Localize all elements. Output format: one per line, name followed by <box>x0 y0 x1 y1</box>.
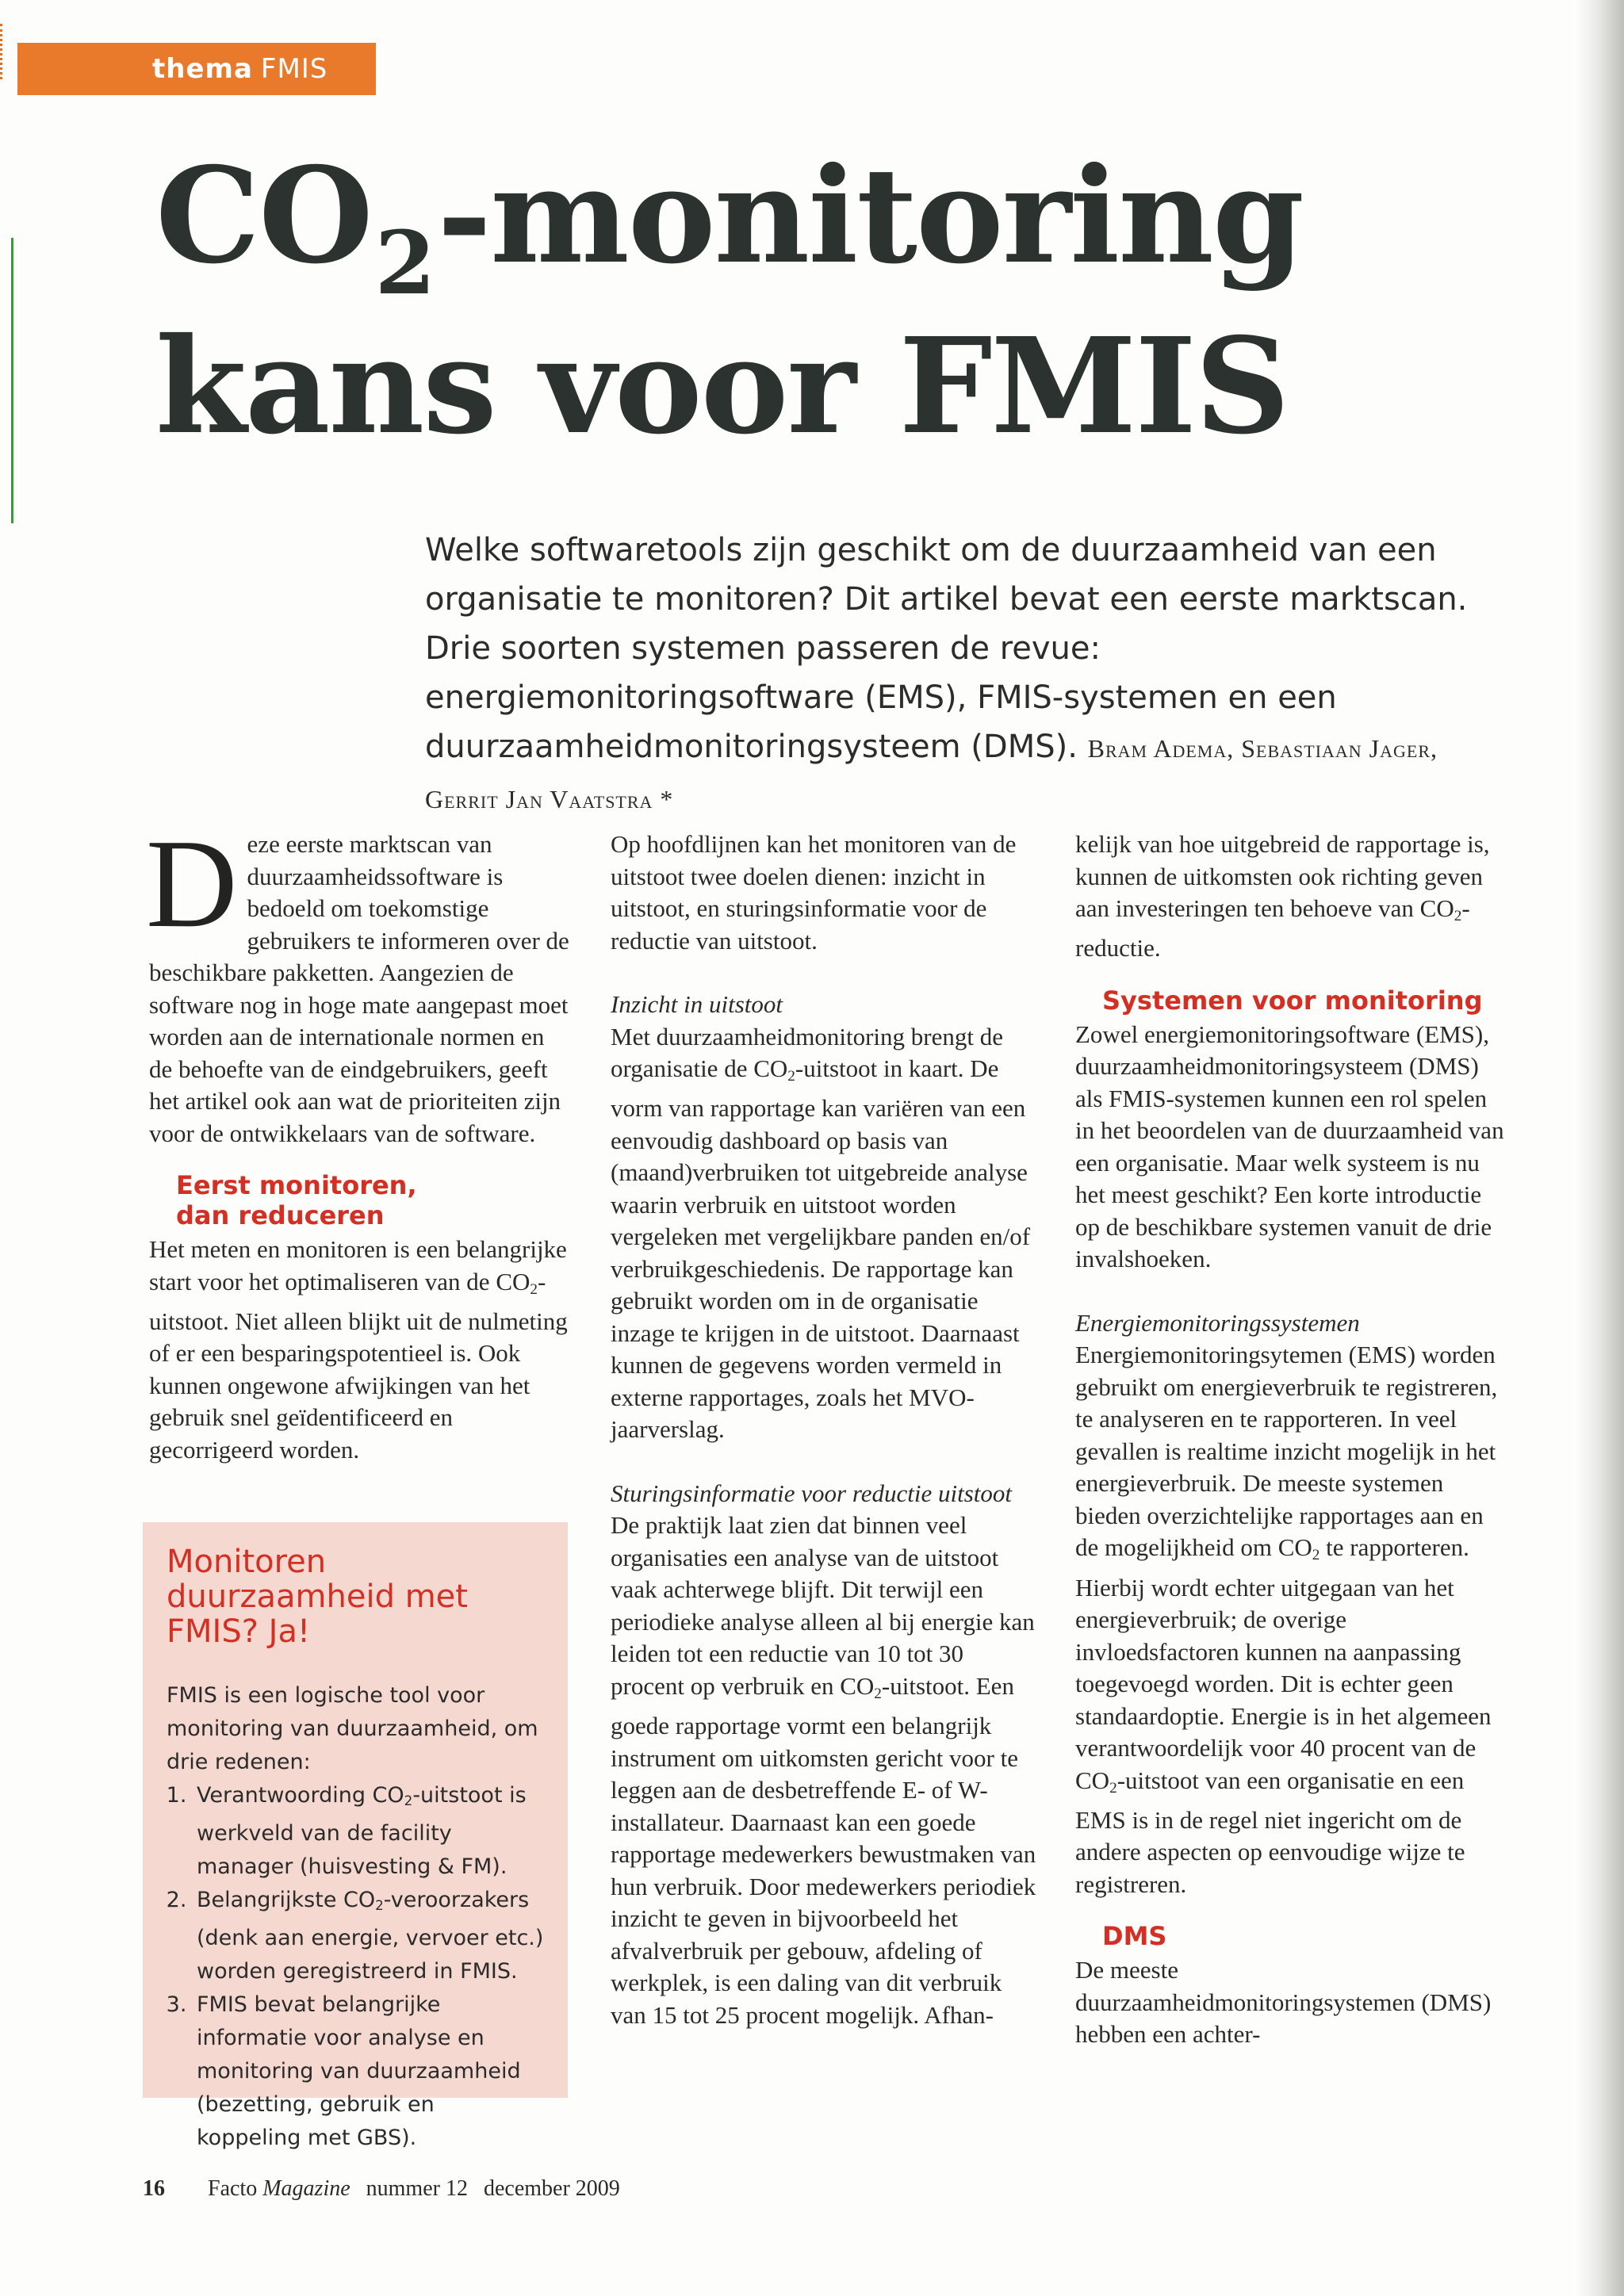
list-item: 3. FMIS bevat belangrijke informatie voor analyse en monitoring van duurzaamheid (bezetting, gebruik en koppeling met GBS). <box>193 1988 544 2155</box>
page-gutter-shadow <box>1576 0 1624 2296</box>
section-heading: DMS <box>1102 1921 1167 1952</box>
paragraph <box>146 813 569 1150</box>
paragraph: Energiemonitoringssystemen Energiemonitoringsytemen (EMS) worden gebruikt om energieverbruik te registreren, te analyseren en te rapporteren. In veel gevallen is realtime inzicht mogelijk in het energieverbruik. De meeste systemen bieden overzichtelijke rapportages aan en de mogelijkheid om $CO_2$ te rapporteren. Hierbij wordt echter uitgegaan van het energieverbruik; de overige invloedsfactoren kunnen na aanpassing toegevoegd worden. Dit is echter geen standaardoptie. Energie is in het algemeen verantwoordelijk voor 40 procent van de $CO_2$-uitstoot van een organisatie en een EMS is in de regel niet ingericht om de andere aspecten op eenvoudige wijze te registreren. <box>1075 1307 1508 1901</box>
section-tag-label: thema <box>152 53 253 85</box>
issue-date: december 2009 <box>483 2176 620 2201</box>
list-item: 2. Belangrijkste $CO_2$-veroorzakers (denk aan energie, vervoer etc.) worden geregistreerd in FMIS. <box>193 1884 544 1988</box>
title-monitoring: -monitoring <box>437 139 1303 293</box>
column-1 <box>146 813 569 1466</box>
section-heading: Systemen voor monitoring <box>1102 985 1483 1016</box>
title-line-1 <box>155 139 1303 321</box>
magazine-name: Facto Magazine <box>208 2176 350 2201</box>
info-box-list <box>167 1779 544 2155</box>
paragraph: De meeste duurzaamheidmonitoringsystemen (DMS) hebben een achter- <box>1075 1956 1492 2049</box>
heading-line: Eerst monitoren, <box>176 1170 417 1200</box>
intro-text: Welke softwaretools zijn geschikt om de duurzaamheid van een organisatie te monitoren? Dit artikel bevat een eerste marktscan. Drie soorten systemen passeren de revue: energiemonitoringsoftware (EMS), FMIS-systemen en een duurzaamheidmonitoringsysteem (DMS). <box>425 532 1468 765</box>
list-item: 1. Verantwoording $CO_2$-uitstoot is werkveld van de facility manager (huisvesting & FM). <box>193 1779 544 1884</box>
paragraph: Inzicht in uitstoot Met duurzaamheidmonitoring brengt de organisatie de $CO_2$-uitstoot in kaart. De vorm van rapportage kan variëren van een eenvoudig dashboard op basis van (maand)verbruiken tot uitgebreide analyse waarin verbruik en uitstoot worden vergeleken met vergelijkbare panden en/of verbruikgeschiedenis. De rapportage kan gebruikt worden om in de organisatie inzage te krijgen in de uitstoot. Daarnaast kunnen de gegevens worden vermeld in externe rapportages, zoals het MVO-jaarverslag. <box>611 989 1039 1446</box>
info-box-intro: FMIS is een logische tool voor monitoring van duurzaamheid, om drie redenen: <box>167 1683 538 1774</box>
title-subscript: 2 <box>374 212 435 314</box>
column-2 <box>611 828 1039 2031</box>
drop-cap: D <box>146 813 238 954</box>
article-title <box>155 139 1303 464</box>
article-intro <box>425 526 1472 824</box>
paragraph: Sturingsinformatie voor reductie uitstoot De praktijk laat zien dat binnen veel organisaties een analyse van de uitstoot vaak achterwege blijft. Dit terwijl een periodieke analyse alleen al bij energie kan leiden tot een reductie van 10 tot 30 procent op verbruik en $CO_2$-uitstoot. Een goede rapportage vormt een belangrijk instrument om uitkomsten gericht voor te leggen aan de desbetreffende E- of W-installateur. Daarnaast kan een goede rapportage medewerkers bewustmaken van hun verbruik. Door medewerkers periodiek inzicht te geven in bijvoorbeeld het afvalverbruik per gebouw, afdeling of werkplek, is een daling van dit verbruik van 15 tot 25 procent mogelijk. Afhan- <box>611 1478 1039 2031</box>
article-authors: Bram Adema, Sebastiaan Jager, Gerrit Jan Vaatstra * <box>425 734 1438 813</box>
column-3 <box>1075 828 1508 2051</box>
registration-mark <box>11 238 13 428</box>
section-tag-topic: FMIS <box>260 53 328 85</box>
heading-line: dan reduceren <box>176 1200 385 1230</box>
page-number: 16 <box>143 2176 165 2201</box>
crop-mark <box>0 24 10 79</box>
section-heading <box>149 1170 569 1230</box>
paragraph: Zowel energiemonitoringsoftware (EMS), duurzaamheidmonitoringsysteem (DMS) als FMIS-systemen kunnen een rol spelen in het beoordelen van de duurzaamheid van een organisatie. Maar welk systeem is nu het meest geschikt? Een korte introductie op de beschikbare systemen vanuit de drie invalshoeken. <box>1075 1020 1504 1273</box>
info-box <box>143 1522 568 2151</box>
title-line-2: kans voor FMIS <box>155 309 1289 464</box>
registration-mark <box>11 428 13 523</box>
title-co: CO <box>155 139 372 293</box>
paragraph: Op hoofdlijnen kan het monitoren van de uitstoot twee doelen dienen: inzicht in uitstoot, en sturingsinformatie voor de reductie van uitstoot. <box>611 830 1017 955</box>
section-tag <box>17 43 376 95</box>
issue-number: nummer 12 <box>366 2176 468 2201</box>
subheading: Energiemonitoringssystemen <box>1075 1308 1360 1337</box>
subheading: Sturingsinformatie voor reductie uitstoot <box>611 1479 1013 1507</box>
paragraph: Het meten en monitoren is een belangrijke start voor het optimaliseren van de $CO_2$-uitstoot. Niet alleen blijkt uit de nulmeting of er een besparingspotentieel is. Ook kunnen ongewone afwijkingen van het gebruik snel geïdentificeerd en gecorrigeerd worden. <box>149 1235 568 1464</box>
page-footer <box>143 2176 620 2202</box>
paragraph-text: eze eerste marktscan van duurzaamheidssoftware is bedoeld om toekomstige gebruikers te informeren over de beschikbare pakketten. Aangezien de software nog in hoge mate aangepast moet worden aan de internationale normen en de behoefte van de eindgebruikers, geeft het artikel ook aan wat de prioriteiten zijn voor de ontwikkelaars van de software. <box>149 830 569 1147</box>
subheading: Inzicht in uitstoot <box>611 990 783 1018</box>
info-box-title: Monitoren duurzaamheid met FMIS? Ja! <box>167 1544 468 1650</box>
paragraph: kelijk van hoe uitgebreid de rapportage is, kunnen de uitkomsten ook richting geven aan investeringen ten behoeve van $CO_2$-reductie. <box>1075 830 1490 962</box>
